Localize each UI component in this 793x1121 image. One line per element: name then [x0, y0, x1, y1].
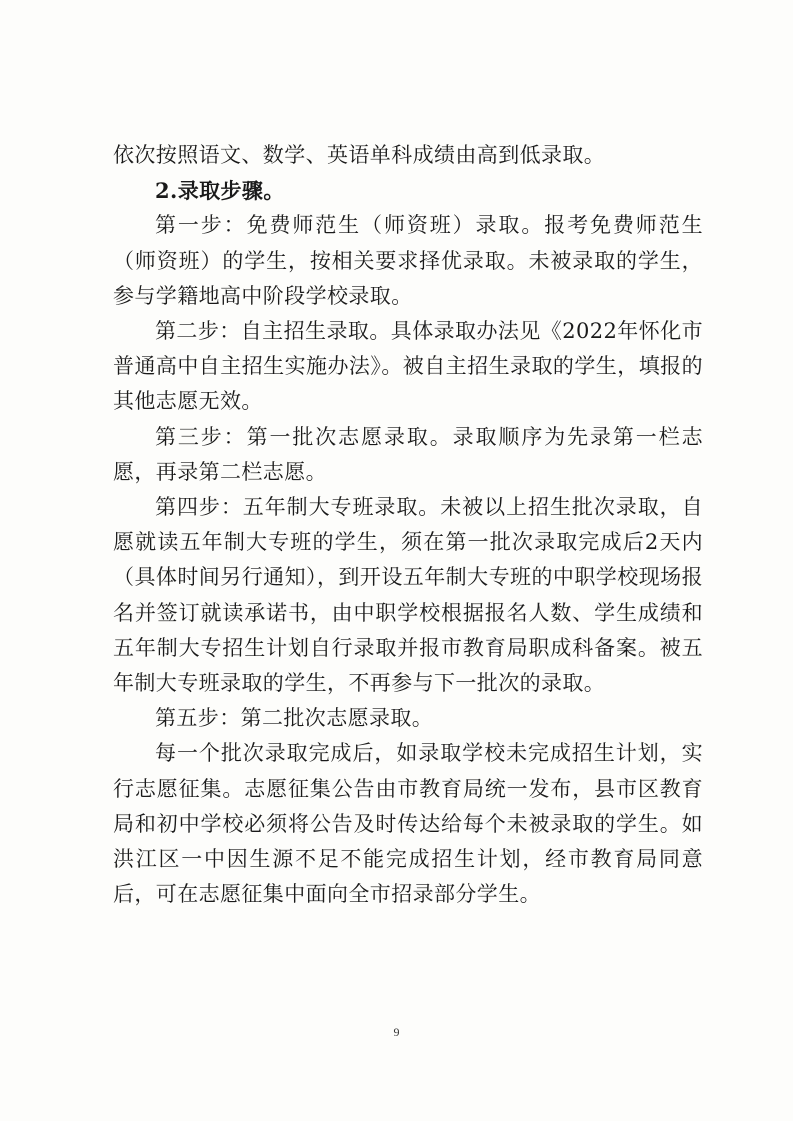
page-number: 9 [393, 1025, 400, 1039]
paragraph-step-three: 第三步：第一批次志愿录取。录取顺序为先录第一栏志愿，再录第二栏志愿。 [113, 424, 703, 484]
paragraph-continuation: 依次按照语文、数学、英语单科成绩由高到低录取。 [113, 143, 606, 167]
paragraph-volunteer-collection: 每一个批次录取完成后，如录取学校未完成招生计划，实行志愿征集。志愿征集公告由市教育局统一发布，县市区教育局和初中学校必须将公告及时传达给每个未被录取的学生。如洪江区一中因生源不足不能完成招生计划，经市教育局同意后，可在志愿征集中面向全市招录部分学生。 [113, 741, 703, 907]
paragraph-step-two: 第二步：自主招生录取。具体录取办法见《2022年怀化市普通高中自主招生实施办法》。被自主招生录取的学生，填报的其他志愿无效。 [113, 319, 703, 414]
document-body [113, 138, 703, 912]
paragraph-step-one: 第一步：免费师范生（师资班）录取。报考免费师范生（师资班）的学生，按相关要求择优录取。未被录取的学生，参与学籍地高中阶段学校录取。 [113, 213, 703, 308]
section-heading-admission-steps: 2.录取步骤。 [155, 178, 285, 204]
paragraph-step-four: 第四步：五年制大专班录取。未被以上招生批次录取，自愿就读五年制大专班的学生，须在第一批次录取完成后2天内（具体时间另行通知），到开设五年制大专班的中职学校现场报名并签订就读承诺书，由中职学校根据报名人数、学生成绩和五年制大专招生计划自行录取并报市教育局职成科备案。被五年制大专班录取的学生，不再参与下一批次的录取。 [113, 495, 703, 696]
paragraph-step-five: 第五步：第二批次志愿录取。 [155, 706, 434, 731]
